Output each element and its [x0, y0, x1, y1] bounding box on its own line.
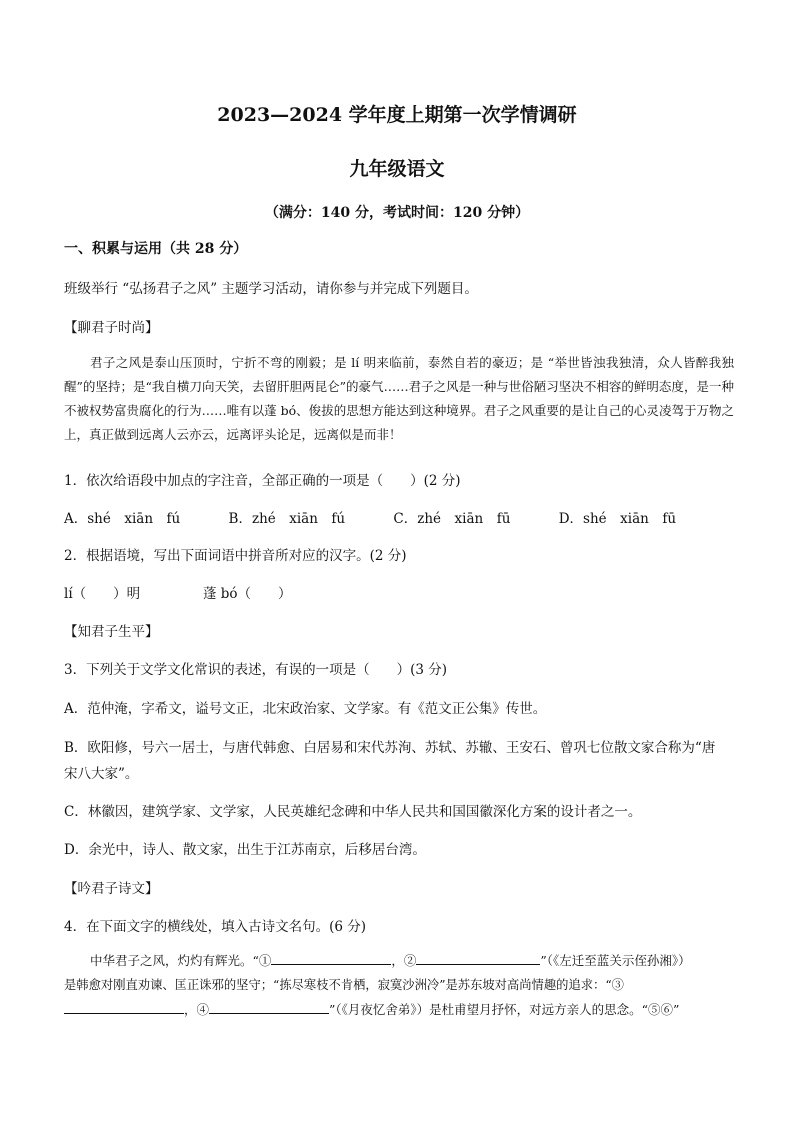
question-2: 2．根据语境，写出下面词语中拼音所对应的汉字。(2 分)	[64, 548, 407, 564]
exam-subtitle: 九年级语文	[349, 158, 445, 180]
exam-title: 2023—2024 学年度上期第一次学情调研	[217, 104, 577, 126]
question-4: 4．在下面文字的横线处，填入古诗文名句。(6 分)	[64, 919, 367, 935]
subsection-tag-2: 【知君子生平】	[64, 624, 159, 640]
question-3-option-b-line1: B．欧阳修，号六一居士，与唐代韩愈、白居易和宋代苏洵、苏轼、苏辙、王安石、曾巩七位散文家合称为“唐	[64, 740, 716, 756]
q1-option-b: B．zhé xiān fú	[228, 511, 346, 527]
q4-line1-text-c: ”（《左迁至蓝关示侄孙湘》）	[540, 953, 691, 968]
q4-line3-text-a: ，④	[184, 1002, 210, 1017]
q4-line3-text-b: ”（《月夜忆舍弟》）是杜甫望月抒怀，对远方亲人的思念。“⑤⑥”	[329, 1002, 680, 1017]
question-1: 1．依次给语段中加点的字注音，全部正确的一项是（ ）(2 分)	[64, 473, 461, 489]
question-4-line-1	[64, 949, 734, 973]
question-3-option-d: D．余光中，诗人、散文家，出生于江苏南京，后移居台湾。	[64, 842, 426, 858]
answer-blank-4[interactable]	[209, 999, 329, 1014]
answer-blank-2[interactable]	[416, 950, 540, 965]
exam-meta: （满分：140 分，考试时间：120 分钟）	[264, 205, 530, 221]
question-2-a: lí（ ）明	[64, 586, 141, 602]
section-intro: 班级举行 “弘扬君子之风” 主题学习活动，请你参与并完成下列题目。	[64, 281, 478, 297]
answer-blank-1[interactable]	[271, 950, 391, 965]
q4-line1-text-b: ，②	[391, 953, 417, 968]
question-1-options	[64, 507, 720, 527]
passage: 君子之风是泰山压顶时，宁折不弯的刚毅；是 lí 明来临前，泰然自若的豪迈；是 “举世皆浊我独清，众人皆醉我独醒”的坚持；是“我自横刀向天笑，去留肝胆两昆仑”的豪气……君子之风是一种与世俗陋习坚决不相容的鲜明态度，是一种不被权势富贵腐化的行为……唯有以蓬 bó、俊拔的思想方能达到这种境界。君子之风重要的是让自己的心灵凌驾于万物之上，真正做到远离人云亦云，远离评头论足，远离似是而非！	[64, 355, 734, 442]
q4-line1-text-a: 中华君子之风，灼灼有辉光。“①	[90, 953, 272, 968]
question-3-option-b-line2: 宋八大家”。	[64, 766, 139, 782]
question-3-option-c: C．林徽因，建筑学家、文学家，人民英雄纪念碑和中华人民共和国国徽深化方案的设计者之一。	[64, 804, 642, 820]
q1-option-a: A．shé xiān fú	[64, 511, 181, 527]
subsection-tag-1: 【聊君子时尚】	[64, 320, 159, 336]
subsection-tag-3: 【吟君子诗文】	[64, 881, 159, 897]
answer-blank-3[interactable]	[64, 999, 184, 1014]
question-2-b: 蓬 bó（ ）	[203, 586, 292, 602]
section-heading: 一、积累与运用（共 28 分）	[64, 241, 248, 257]
question-4-line-3	[64, 998, 734, 1022]
question-3-option-a: A．范仲淹，字希文，谥号文正，北宋政治家、文学家。有《范文正公集》传世。	[64, 701, 547, 717]
question-3: 3．下列关于文学文化常识的表述，有误的一项是（ ）(3 分)	[64, 662, 448, 678]
question-4-line-2: 是韩愈对刚直劝谏、匡正诛邪的坚守；“拣尽寒枝不肯栖，寂寞沙洲冷”是苏东坡对高尚情趣的追求：“③	[64, 978, 624, 992]
q1-option-d: D．shé xiān fū	[558, 511, 677, 527]
q1-option-c: C．zhé xiān fū	[393, 511, 511, 527]
